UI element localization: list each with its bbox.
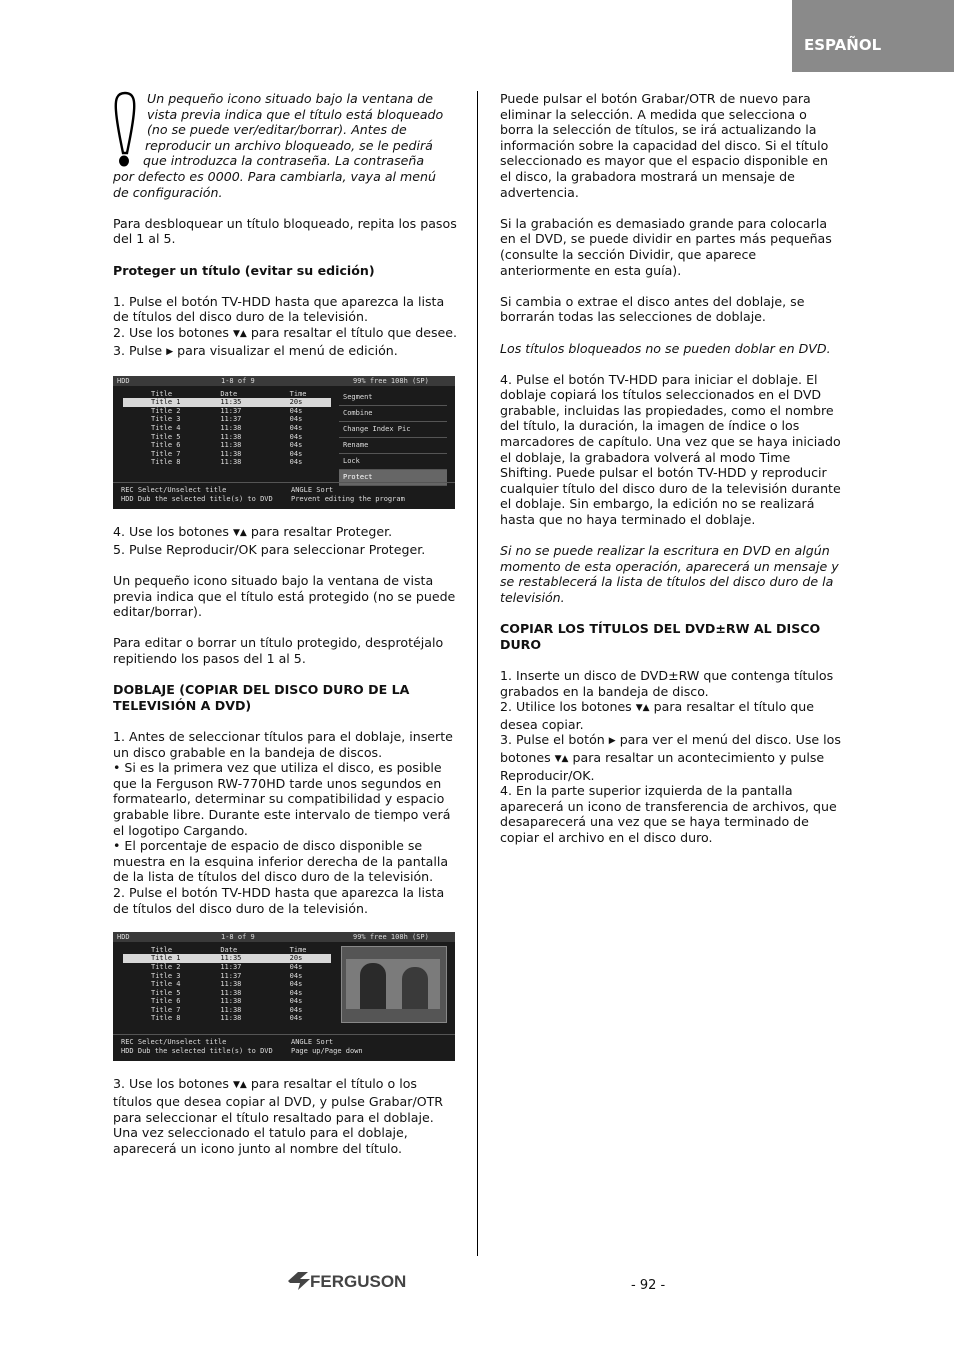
row-time: 04s <box>289 415 303 424</box>
dub-step-3-text: 3. Use los botones <box>113 1076 233 1092</box>
language-tab: ESPAÑOL <box>792 0 954 72</box>
screen-free-space: 99% free 108h (SP) <box>353 376 429 385</box>
footer-hint: ANGLE Sort <box>291 1037 334 1046</box>
copy-step-1: 1. Inserte un disco de DVD±RW que contenga títulos grabados en la bandeja de disco. <box>500 667 834 699</box>
row-time: 04s <box>289 971 303 980</box>
footer-hint: Prevent editing the program <box>291 494 405 503</box>
unprotect-paragraph: Para editar o borrar un título protegido, desprotéjalo repitiendo los pasos del 1 al 5. <box>113 635 444 667</box>
row-title: Title 8 <box>151 458 181 467</box>
locked-note: Los títulos bloqueados no se pueden doblar en DVD. <box>500 340 831 356</box>
unlock-paragraph: Para desbloquear un título bloqueado, repita los pasos del 1 al 5. <box>113 215 457 247</box>
row-date: 11:38 <box>220 988 242 997</box>
screen-footer <box>113 1034 455 1061</box>
preview-image <box>346 959 440 1009</box>
footer-hint: Page up/Page down <box>291 1046 363 1055</box>
warning-note <box>113 91 458 200</box>
copy-step-2-text: para resaltar el título que desea copiar. <box>500 699 815 732</box>
protected-icon-paragraph: Un pequeño icono situado bajo la ventana de vista previa indica que el título está protegido (no se puede editar/borrar). <box>113 573 456 620</box>
row-date: 11:38 <box>220 432 242 441</box>
footer-right <box>291 486 451 504</box>
warning-line: que introduzca la contraseña. La contraseña <box>143 153 425 169</box>
step-2 <box>113 325 458 343</box>
footer-hint: REC Select/Unselect title <box>121 485 227 494</box>
dub-step-1: 1. Antes de seleccionar títulos para el doblaje, inserte un disco grabable en la bandeja de discos. <box>113 729 453 760</box>
title-list <box>123 946 331 1023</box>
dub-bullet-1: • Si es la primera vez que utiliza el disco, es posible que la Ferguson RW-770HD tarde unos segundos en formatearlo, determinar su compatibilidad y espacio grabable libre. Durante este intervalo de tiempo verá el logotipo Cargando. <box>113 760 451 838</box>
header-time: Time <box>289 945 307 954</box>
step-3 <box>113 343 458 361</box>
screen-range: 1-8 of 9 <box>221 376 255 385</box>
title-row[interactable] <box>123 997 331 1006</box>
edit-menu <box>339 390 447 486</box>
protect-heading: Proteger un título (evitar su edición) <box>113 262 375 278</box>
row-title: Title 4 <box>151 424 181 433</box>
title-row[interactable] <box>123 989 331 998</box>
header-title: Title <box>151 389 173 398</box>
split-paragraph: Si la grabación es demasiado grande para colocarla en el DVD, se puede dividir en partes más pequeñas (consulte la sección Dividir, que aparece anteriormente en esta guía). <box>500 215 832 278</box>
screen-top-bar <box>113 376 455 386</box>
eject-paragraph: Si cambia o extrae el disco antes del doblaje, se borrarán todas las selecciones de doblaje. <box>500 293 805 325</box>
title-row[interactable] <box>123 433 331 442</box>
reselect-paragraph: Puede pulsar el botón Grabar/OTR de nuevo para eliminar la selección. A medida que selecciona o borra la selección de títulos, se irá actualizando la información sobre la capacidad del disco. Si el título seleccionado es mayor que el espacio disponible en el disco, la grabadora mostrará un mensaje de advertencia. <box>500 91 829 200</box>
copy-step-3 <box>500 732 842 783</box>
row-time: 04s <box>289 1005 303 1014</box>
step-4-text: para resaltar Proteger. <box>246 524 393 540</box>
row-title: Title 7 <box>151 1005 181 1014</box>
row-time: 04s <box>289 406 303 415</box>
up-down-arrows-icon: ▼▲ <box>232 328 247 339</box>
row-date: 11:35 <box>220 954 242 963</box>
dub-step-4: 4. Pulse el botón TV-HDD para iniciar el doblaje. El doblaje copiará los títulos seleccionados en el DVD grabable, incluidas las propiedades, como el nombre del título, la duración, la imagen de índice o los marcadores de capítulo. Una vez que se haya iniciado el doblaje, la grabadora volverá al modo Time Shifting. Puede pulsar el botón TV-HDD y reproducir cualquier título del disco duro de la televisión durante el doblaje. Sin embargo, la edición no se realizará hasta que no haya terminado el doblaje. <box>500 371 841 528</box>
video-preview <box>341 946 447 1023</box>
screen-footer <box>113 482 455 509</box>
row-title: Title 2 <box>151 962 181 971</box>
row-date: 11:37 <box>220 415 242 424</box>
menu-item-combine[interactable]: Combine <box>339 406 447 422</box>
row-time: 20s <box>289 954 303 963</box>
protect-steps-cont <box>113 524 458 557</box>
menu-item-protect[interactable]: Protect <box>339 470 447 486</box>
row-date: 11:38 <box>220 1014 242 1023</box>
footer-left <box>121 486 289 504</box>
row-date: 11:38 <box>220 424 242 433</box>
title-row[interactable] <box>123 407 331 416</box>
dub-heading: DOBLAJE (COPIAR DEL DISCO DURO DE LA TELEVISIÓN A DVD) <box>113 682 410 713</box>
row-date: 11:38 <box>220 441 242 450</box>
page-number: - 92 - <box>631 1278 666 1293</box>
row-title: Title 6 <box>151 997 181 1006</box>
warning-line: por defecto es 0000. Para cambiarla, vaya al menú <box>113 168 437 184</box>
right-arrow-icon: ▶ <box>608 736 616 747</box>
row-title: Title 6 <box>151 441 181 450</box>
screen-source: HDD <box>117 932 130 941</box>
row-date: 11:37 <box>220 971 242 980</box>
dub-bullet-2: • El porcentaje de espacio de disco disponible se muestra en la esquina inferior derecha de la pantalla de la lista de títulos del disco duro de la televisión. <box>113 838 449 885</box>
warning-line: de configuración. <box>113 184 223 200</box>
column-divider <box>477 91 478 1256</box>
row-time: 04s <box>289 988 303 997</box>
copy-step-3-text: 3. Pulse el botón <box>500 732 609 748</box>
dub-list-screenshot <box>113 932 455 1061</box>
menu-item-change-index-pic[interactable]: Change Index Pic <box>339 422 447 438</box>
warning-line: reproducir un archivo bloqueado, se le pedirá <box>145 137 433 153</box>
menu-item-rename[interactable]: Rename <box>339 438 447 454</box>
copy-step-3-text: para ver el menú del disco. Use los botones <box>500 732 841 765</box>
up-down-arrows-icon: ▼▲ <box>232 528 247 539</box>
title-row[interactable] <box>123 450 331 459</box>
footer-hint: ANGLE Sort <box>291 485 334 494</box>
header-date: Date <box>220 945 238 954</box>
title-row[interactable] <box>123 458 331 467</box>
title-row[interactable] <box>123 398 331 407</box>
row-date: 11:37 <box>220 406 242 415</box>
step-2-text: 2. Use los botones <box>113 324 233 340</box>
row-title: Title 2 <box>151 406 181 415</box>
dub-steps <box>113 729 458 916</box>
row-title: Title 5 <box>151 432 181 441</box>
row-title: Title 3 <box>151 415 181 424</box>
copy-step-3-text: para resaltar un acontecimiento y pulse Reproducir/OK. <box>500 749 825 783</box>
footer-hint: HDD Dub the selected title(s) to DVD <box>121 1046 273 1055</box>
dub-step-3 <box>113 1076 458 1156</box>
row-title: Title 7 <box>151 449 181 458</box>
header-time: Time <box>289 389 307 398</box>
footer-left <box>121 1038 289 1056</box>
footer-hint: HDD Dub the selected title(s) to DVD <box>121 494 273 503</box>
copy-heading: COPIAR LOS TÍTULOS DEL DVD±RW AL DISCO DURO <box>500 621 821 652</box>
title-row[interactable] <box>123 980 331 989</box>
preview-figure <box>360 963 386 1009</box>
step-3-text: para visualizar el menú de edición. <box>173 342 398 358</box>
title-row[interactable] <box>123 1006 331 1015</box>
row-title: Title 1 <box>151 954 181 963</box>
row-date: 11:38 <box>220 1005 242 1014</box>
row-time: 04s <box>289 424 303 433</box>
row-time: 04s <box>289 997 303 1006</box>
warning-line: Un pequeño icono situado bajo la ventana de <box>147 91 433 106</box>
dub-step-2: 2. Pulse el botón TV-HDD hasta que aparezca la lista de títulos del disco duro de la televisión. <box>113 884 445 916</box>
step-5: 5. Pulse Reproducir/OK para seleccionar Proteger. <box>113 541 426 557</box>
row-date: 11:38 <box>220 980 242 989</box>
screen-free-space: 99% free 108h (SP) <box>353 932 429 941</box>
row-time: 04s <box>289 1014 303 1023</box>
title-row[interactable] <box>123 415 331 424</box>
dub-step-3-text: para resaltar el título o los títulos que desea copiar al DVD, y pulse Grabar/OTR para seleccionar el título resaltado para el doblaje. Una vez seleccionado el tatulo para el doblaje, aparecerá un icono junto al nombre del título. <box>113 1076 444 1156</box>
screen-top-bar <box>113 932 455 942</box>
up-down-arrows-icon: ▼▲ <box>635 703 650 714</box>
brand-name: FERGUSON <box>310 1272 407 1291</box>
left-column <box>113 91 458 1172</box>
ferguson-logo <box>286 1270 432 1292</box>
row-title: Title 3 <box>151 971 181 980</box>
step-4 <box>113 524 458 542</box>
row-time: 04s <box>289 432 303 441</box>
row-date: 11:35 <box>220 398 242 407</box>
row-time: 04s <box>289 980 303 989</box>
write-fail-note: Si no se puede realizar la escritura en DVD en algún momento de esta operación, aparecerá un mensaje y se restablecerá la lista de títulos del disco duro de la televisión. <box>500 543 839 605</box>
title-list-header <box>123 946 331 955</box>
protect-steps <box>113 294 458 360</box>
up-down-arrows-icon: ▼▲ <box>554 753 569 764</box>
header-title: Title <box>151 945 173 954</box>
row-title: Title 1 <box>151 398 181 407</box>
title-row[interactable] <box>123 1014 331 1023</box>
row-time: 04s <box>289 458 303 467</box>
row-time: 04s <box>289 441 303 450</box>
row-time: 04s <box>289 449 303 458</box>
title-row[interactable] <box>123 424 331 433</box>
step-2-text: para resaltar el título que desee. <box>246 324 458 340</box>
warning-line: (no se puede ver/editar/borrar). Antes de <box>147 122 407 138</box>
menu-item-segment[interactable]: Segment <box>339 390 447 406</box>
edit-menu-screenshot <box>113 376 455 509</box>
row-title: Title 5 <box>151 988 181 997</box>
header-date: Date <box>220 389 238 398</box>
copy-step-2-text: 2. Utilice los botones <box>500 699 636 715</box>
title-list <box>123 390 331 467</box>
up-down-arrows-icon: ▼▲ <box>232 1080 247 1091</box>
right-arrow-icon: ▶ <box>166 346 174 357</box>
warning-text <box>113 91 458 200</box>
row-date: 11:37 <box>220 962 242 971</box>
title-row[interactable] <box>123 441 331 450</box>
preview-figure <box>402 967 428 1009</box>
row-date: 11:38 <box>220 458 242 467</box>
copy-step-2 <box>500 699 842 732</box>
screen-source: HDD <box>117 376 130 385</box>
exclamation-icon <box>113 91 137 167</box>
row-date: 11:38 <box>220 997 242 1006</box>
footer-right <box>291 1038 451 1056</box>
step-4-text: 4. Use los botones <box>113 524 233 540</box>
copy-step-4: 4. En la parte superior izquierda de la pantalla aparecerá un icono de transferencia de archivos, que desaparecerá una vez que se haya terminado de copiar el archivo en el disco duro. <box>500 783 837 845</box>
row-time: 04s <box>289 962 303 971</box>
step-3-text: 3. Pulse <box>113 342 167 358</box>
row-title: Title 4 <box>151 980 181 989</box>
title-row[interactable] <box>123 954 331 963</box>
row-time: 20s <box>289 398 303 407</box>
footer-hint: REC Select/Unselect title <box>121 1037 227 1046</box>
title-row[interactable] <box>123 963 331 972</box>
title-list-header <box>123 390 331 399</box>
copy-steps <box>500 668 842 846</box>
row-title: Title 8 <box>151 1014 181 1023</box>
screen-range: 1-8 of 9 <box>221 932 255 941</box>
row-date: 11:38 <box>220 449 242 458</box>
step-1: 1. Pulse el botón TV-HDD hasta que aparezca la lista de títulos del disco duro de la televisión. <box>113 293 445 325</box>
warning-line: vista previa indica que el título está bloqueado <box>147 106 444 122</box>
menu-item-lock[interactable]: Lock <box>339 454 447 470</box>
title-row[interactable] <box>123 972 331 981</box>
right-column <box>500 91 842 861</box>
